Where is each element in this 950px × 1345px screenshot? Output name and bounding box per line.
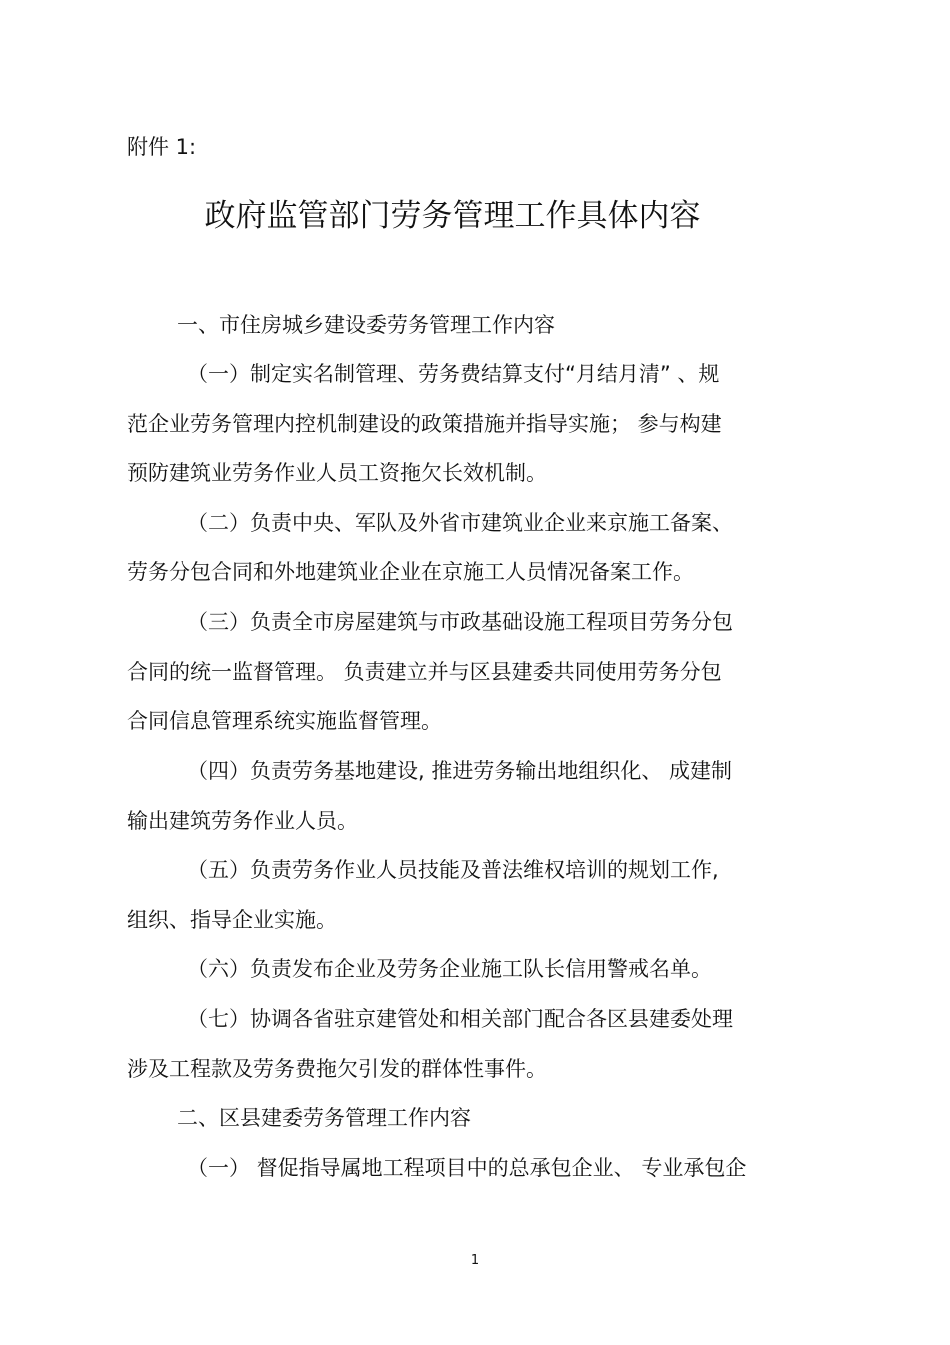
paragraph-line: （六）负责发布企业及劳务企业施工队长信用警戒名单。 — [187, 957, 712, 981]
attachment-label: 附件 1: — [127, 135, 197, 159]
document-title: 政府监管部门劳务管理工作具体内容 — [204, 198, 701, 234]
paragraph-line: （一） 督促指导属地工程项目中的总承包企业、 专业承包企 — [187, 1156, 747, 1180]
paragraph-line: （一）制定实名制管理、劳务费结算支付“月结月清” 、规 — [187, 362, 720, 386]
paragraph-line: （七）协调各省驻京建管处和相关部门配合各区县建委处理 — [187, 1007, 733, 1031]
paragraph-line: （五）负责劳务作业人员技能及普法维权培训的规划工作, — [187, 858, 719, 882]
paragraph-line: 合同信息管理系统实施监督管理。 — [127, 709, 442, 733]
paragraph-line: 合同的统一监督管理。 负责建立并与区县建委共同使用劳务分包 — [127, 660, 722, 684]
paragraph-line: 预防建筑业劳务作业人员工资拖欠长效机制。 — [127, 461, 547, 485]
section-heading-1: 一、市住房城乡建设委劳务管理工作内容 — [177, 313, 555, 337]
page-number: 1 — [470, 1253, 480, 1268]
paragraph-line: 组织、指导企业实施。 — [127, 908, 337, 932]
paragraph-line: 劳务分包合同和外地建筑业企业在京施工人员情况备案工作。 — [127, 560, 694, 584]
section-heading-2: 二、区县建委劳务管理工作内容 — [177, 1106, 471, 1130]
paragraph-line: 输出建筑劳务作业人员。 — [127, 809, 358, 833]
paragraph-line: （三）负责全市房屋建筑与市政基础设施工程项目劳务分包 — [187, 610, 733, 634]
paragraph-line: （四）负责劳务基地建设, 推进劳务输出地组织化、 成建制 — [187, 759, 733, 783]
paragraph-line: （二）负责中央、军队及外省市建筑业企业来京施工备案、 — [187, 511, 733, 535]
paragraph-line: 范企业劳务管理内控机制建设的政策措施并指导实施； 参与构建 — [127, 412, 722, 436]
paragraph-line: 涉及工程款及劳务费拖欠引发的群体性事件。 — [127, 1057, 547, 1081]
